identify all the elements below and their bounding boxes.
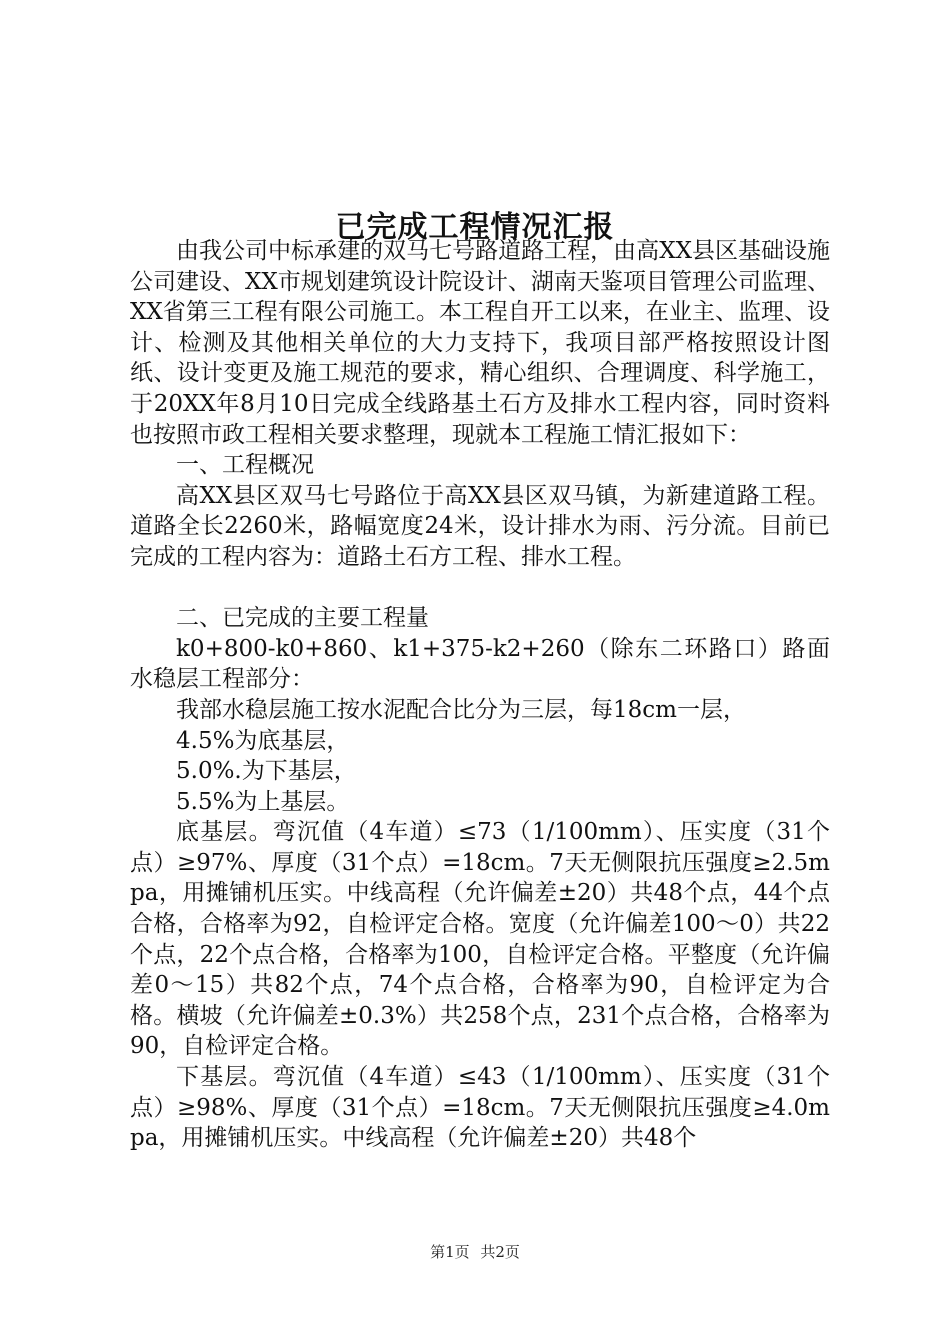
page-footer	[0, 1240, 950, 1264]
section-1-heading: 一、工程概况	[176, 452, 314, 479]
page-number: 第1页	[430, 1243, 470, 1261]
list-item-layer-2: 5.0%.为下基层，	[176, 758, 357, 785]
paragraph-work-scope: k0+800-k0+860、k1+375-k2+260（除东二环路口）路面水稳层工程部分：	[130, 635, 830, 693]
paragraph-lower-base-layer: 下基层。弯沉值（4车道）≤43（1/100mm）、压实度（31个点）≥98%、厚度（31个点）=18cm。7天无侧限抗压强度≥4.0mpa，用摊铺机压实。中线高程（允许偏差±20）共48个	[130, 1064, 830, 1152]
paragraph-layers-intro: 我部水稳层施工按水泥配合比分为三层，每18cm一层，	[176, 696, 746, 723]
paragraph-base-layer: 底基层。弯沉值（4车道）≤73（1/100mm）、压实度（31个点）≥97%、厚度（31个点）=18cm。7天无侧限抗压强度≥2.5mpa，用摊铺机压实。中线高程（允许偏差±20）共48个点，44个点合格，合格率为92，自检评定合格。宽度（允许偏差100～0）共22个点，22个点合格，合格率为100，自检评定合格。平整度（允许偏差0～15）共82个点，74个点合格，合格率为90，自检评定为合格。横坡（允许偏差±0.3%）共258个点，231个点合格，合格率为90，自检评定合格。	[130, 819, 830, 1060]
document-title: 已完成工程情况汇报	[335, 210, 615, 246]
page-total: 共2页	[480, 1243, 520, 1261]
paragraph-intro: 由我公司中标承建的双马七号路道路工程，由高XX县区基础设施公司建设、XX市规划建筑设计院设计、湖南天鉴项目管理公司监理、XX省第三工程有限公司施工。本工程自开工以来，在业主、监理、设计、检测及其他相关单位的大力支持下，我项目部严格按照设计图纸、设计变更及施工规范的要求，精心组织、合理调度、科学施工，于20XX年8月10日完成全线路基土石方及排水工程内容，同时资料也按照市政工程相关要求整理，现就本工程施工情汇报如下：	[130, 238, 830, 448]
blank-line	[130, 573, 830, 604]
document-body	[130, 236, 830, 1154]
section-2-heading: 二、已完成的主要工程量	[176, 605, 429, 632]
list-item-layer-1: 4.5%为底基层，	[176, 727, 350, 754]
list-item-layer-3: 5.5%为上基层。	[176, 788, 350, 815]
paragraph-project-overview: 高XX县区双马七号路位于高XX县区双马镇，为新建道路工程。道路全长2260米，路幅宽度24米，设计排水为雨、污分流。目前已完成的工程内容为：道路土石方工程、排水工程。	[130, 482, 830, 570]
